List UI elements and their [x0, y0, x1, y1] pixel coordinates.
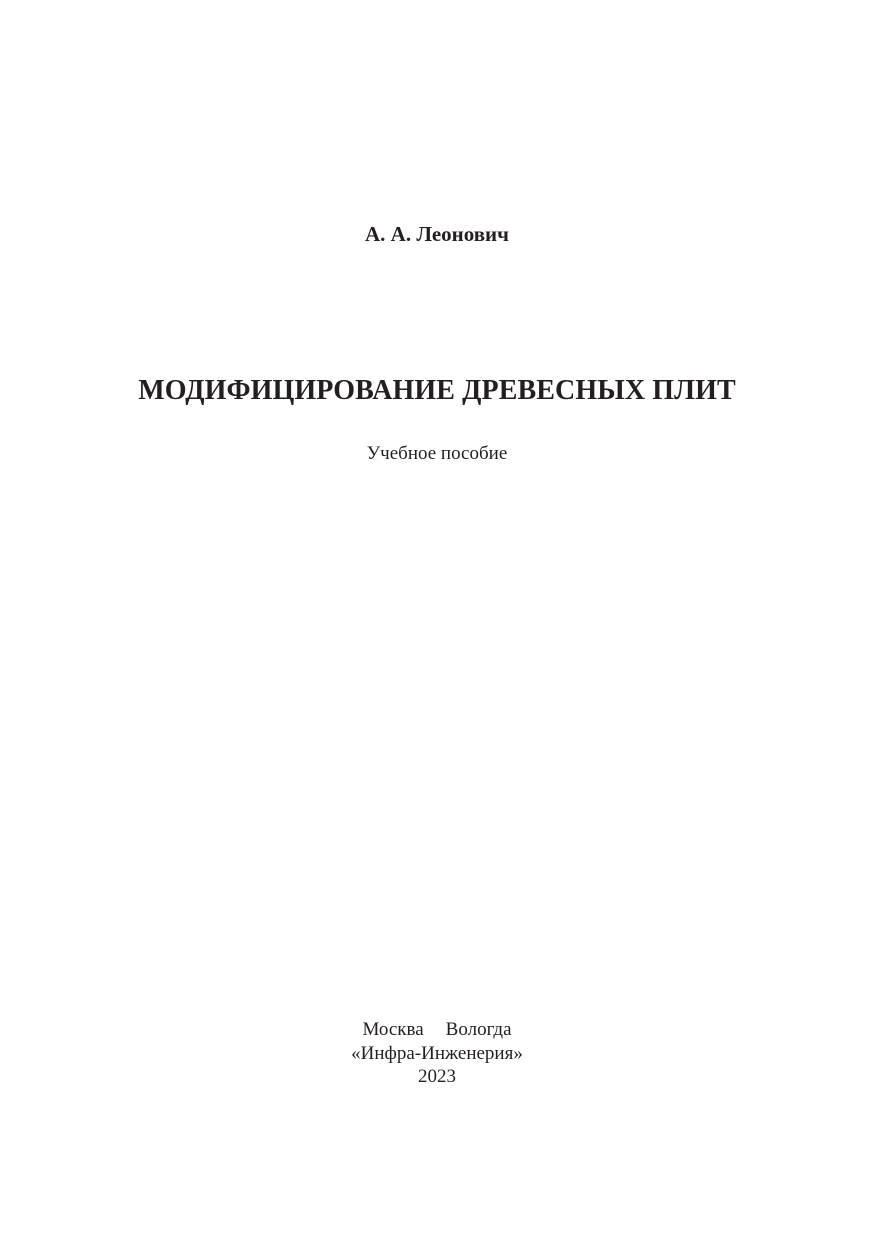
publication-year: 2023 [418, 1066, 456, 1087]
book-subtitle: Учебное пособие [366, 443, 508, 464]
city-vologda: Вологда [445, 1019, 512, 1040]
book-title: МОДИФИЦИРОВАНИЕ ДРЕВЕСНЫХ ПЛИТ [138, 375, 736, 406]
publisher-name: «Инфра-Инженерия» [351, 1042, 523, 1064]
author-name: А. А. Леонович [364, 222, 510, 246]
city-moscow: Москва [362, 1019, 424, 1040]
imprint [0, 1018, 874, 1089]
publication-cities [0, 1018, 874, 1042]
